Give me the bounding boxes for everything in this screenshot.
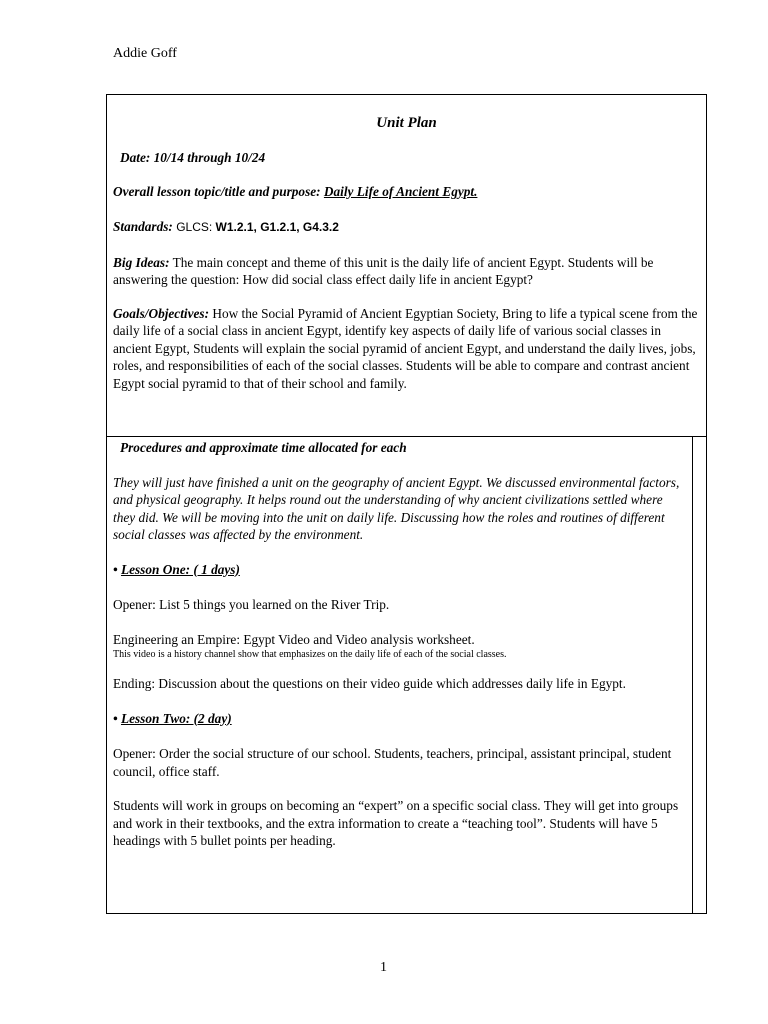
unit-plan-title: Unit Plan	[376, 115, 437, 131]
lesson-two-activity: Students will work in groups on becoming an “expert” on a specific social class. They will get into groups and work in their textbooks, and the extra information to create a “teaching tool”. Students will have 5 headings with 5 bullet points per heading.	[113, 798, 679, 848]
lesson-one-activity: Engineering an Empire: Egypt Video and Video analysis worksheet.	[113, 631, 475, 647]
big-ideas-text: The main concept and theme of this unit is the daily life of ancient Egypt. Students will be answering the question: How did social class effect daily life in ancient Egypt?	[113, 254, 654, 287]
procedures-heading: Procedures and approximate time allocated for each	[120, 440, 407, 455]
standards-value: W1.2.1, G1.2.1, G4.3.2	[215, 220, 339, 234]
unit-plan-table	[106, 94, 707, 914]
lesson-one-bullet: •	[113, 561, 118, 577]
big-ideas-label: Big Ideas:	[113, 254, 170, 270]
lesson-one-opener: Opener: List 5 things you learned on the River Trip.	[113, 597, 390, 612]
lesson-two-title: Lesson Two: (2 day)	[120, 710, 232, 726]
lesson-two-bullet: •	[113, 710, 118, 726]
date-text: Date: 10/14 through 10/24	[120, 150, 266, 165]
standards-label: Standards:	[113, 219, 173, 234]
lesson-two-opener: Opener: Order the social structure of our school. Students, teachers, principal, assistant principal, student council, office staff.	[113, 746, 672, 779]
topic-line	[113, 183, 700, 201]
goals-text: How the Social Pyramid of Ancient Egyptian Society, Bring to life a typical scene from the daily life of a social class in ancient Egypt, identify key aspects of daily life of various social classes in ancient Egypt, Students will explain the social pyramid of ancient Egypt, and understand the daily lives, jobs, roles, and responsibilities of each of the social classes. Students will be able to compare and contrast ancient Egypt social pyramid to that of their school and family.	[113, 305, 698, 391]
topic-label: Overall lesson topic/title and purpose:	[113, 183, 321, 199]
procedures-intro: They will just have finished a unit on the geography of ancient Egypt. We discussed environmental factors, and physical geography. It helps round out the understanding of why ancient civilizations settled where they did. We will be moving into the unit on daily life. Discussing how the roles and routines of different social classes was affected by the environment.	[113, 474, 680, 542]
lesson-one-title: Lesson One: ( 1 days)	[120, 561, 240, 577]
topic-value: Daily Life of Ancient Egypt.	[323, 183, 478, 199]
date-line	[113, 149, 700, 167]
standards-prefix: GLCS:	[176, 220, 213, 234]
unit-plan-header-cell	[113, 95, 700, 392]
column-divider	[692, 436, 693, 913]
lesson-two-heading	[113, 710, 688, 728]
goals-paragraph	[113, 305, 700, 393]
procedures-cell	[113, 437, 688, 850]
lesson-one-note: This video is a history channel show that emphasizes on the daily life of each of the social classes.	[113, 649, 507, 660]
lesson-one-heading	[113, 561, 688, 579]
author-name: Addie Goff	[113, 46, 177, 61]
big-ideas-paragraph	[113, 254, 700, 289]
page-number: 1	[380, 960, 387, 975]
goals-label: Goals/Objectives:	[113, 305, 210, 321]
standards-line	[113, 218, 700, 237]
lesson-one-ending: Ending: Discussion about the questions on their video guide which addresses daily life in Egypt.	[113, 676, 626, 691]
